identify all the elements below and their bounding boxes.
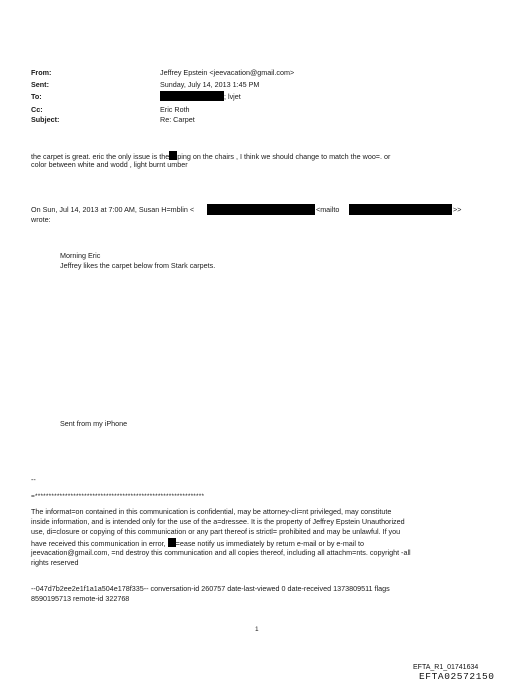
redaction-block (160, 91, 224, 101)
quote-intro-wrote: wrote: (31, 215, 51, 224)
disclaimer-stars: =************************************************************** (31, 493, 205, 500)
sent-value: Sunday, July 14, 2013 1:45 PM (160, 80, 260, 89)
subject-value: Re: Carpet (160, 115, 195, 124)
disclaimer-line-4-end: =ease notify us immediately by return e-mail or by e-mail to (175, 539, 364, 548)
disclaimer-line-4 (31, 538, 364, 549)
from-value: Jeffrey Epstein <jeevacation@gmail.com> (160, 68, 295, 77)
redaction-block (349, 204, 452, 215)
bates-stamp-large: EFTA02572150 (419, 671, 495, 682)
disclaimer-line-6: rights reserved (31, 558, 79, 567)
to-value: ; lvjet (224, 92, 241, 101)
to-label: To: (31, 92, 42, 101)
from-label: From: (31, 68, 52, 77)
body-line-1-end: ping on the chairs , I think we should change to match the woo=. or (177, 152, 391, 161)
body-line-1-start: the carpet is great. eric the only issue is the (31, 152, 170, 161)
body-line-2: color between white and wodd , light burnt umber (31, 160, 188, 169)
disclaimer-line-1: The informat=on contained in this communication is confidential, may be attorney-cli=nt privileged, may constitute (31, 507, 392, 516)
sent-label: Sent: (31, 80, 49, 89)
redaction-block (207, 204, 315, 215)
metadata-line-1: --047d7b2ee2e1f1a1a504e178f335-- conversation-id 260757 date-last-viewed 0 date-received 1373809511 flags (31, 584, 390, 593)
disclaimer-dash: -- (31, 475, 36, 484)
page-number: 1 (255, 626, 259, 633)
disclaimer-line-5: jeevacation@gmail.com, =nd destroy this communication and all copies thereof, including all attachm=nts. copyright -all (31, 548, 411, 557)
quote-intro-start: On Sun, Jul 14, 2013 at 7:00 AM, Susan H=mblin < (31, 205, 195, 214)
bates-stamp-small: EFTA_R1_01741634 (413, 664, 479, 671)
metadata-line-2: 8590195713 remote-id 322768 (31, 594, 130, 603)
subject-label: Subject: (31, 115, 60, 124)
quote-signature: Sent from my iPhone (60, 419, 128, 428)
redaction-block (168, 538, 176, 547)
disclaimer-line-3: use, di=closure or copying of this communication or any part thereof is strictl= prohibited and may be unlawful. If you (31, 527, 401, 536)
cc-label: Cc: (31, 105, 43, 114)
quote-message: Jeffrey likes the carpet below from Stark carpets. (60, 261, 216, 270)
quote-intro-mailto: <mailto (316, 205, 340, 214)
cc-value: Eric Roth (160, 105, 190, 114)
disclaimer-line-2: inside information, and is intended only for the use of the a=dressee. It is the property of Jeffrey Epstein Unauthorized (31, 517, 405, 526)
quote-greeting: Morning Eric (60, 251, 101, 260)
quote-intro-end: >> (453, 205, 462, 214)
disclaimer-line-4-start: have received this communication in error, (31, 539, 166, 548)
